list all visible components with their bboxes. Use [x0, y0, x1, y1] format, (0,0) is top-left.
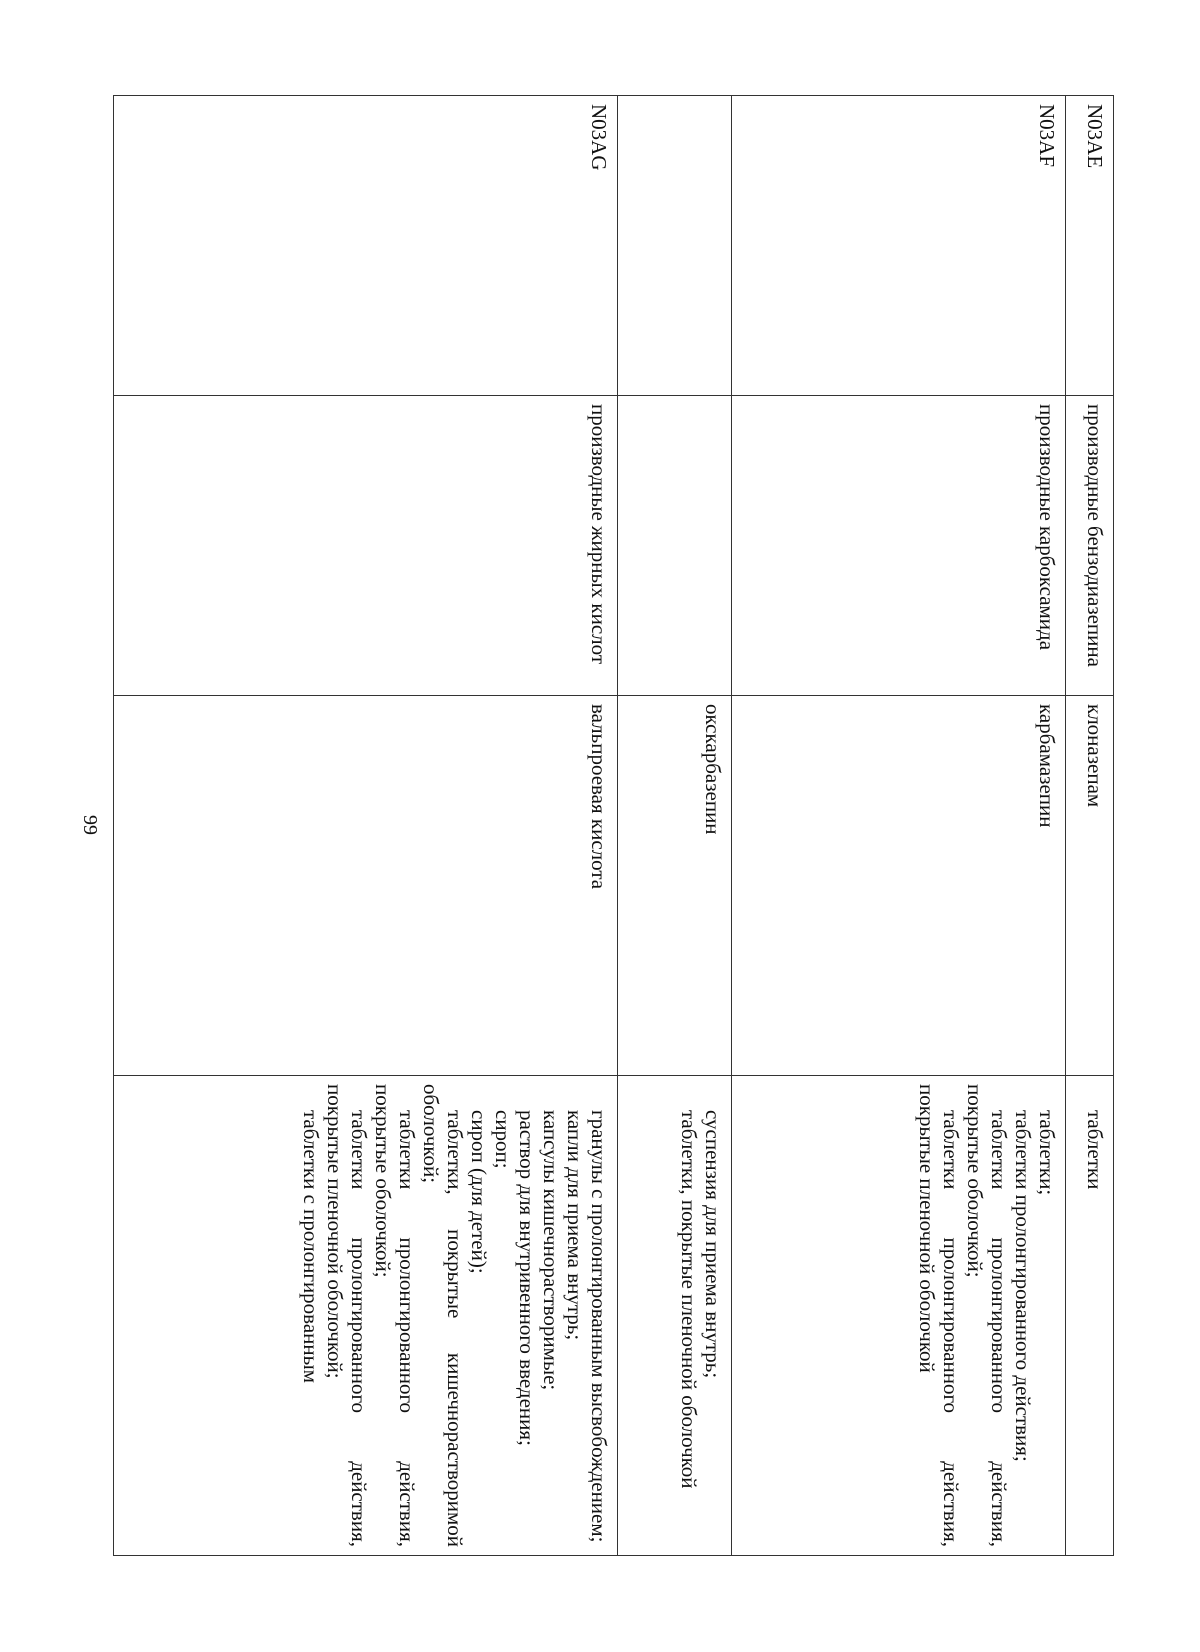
- form-item: таблетки: [1083, 1110, 1107, 1190]
- drug-cell: клоназепам: [1066, 696, 1114, 1076]
- forms-cell: [618, 1076, 732, 1556]
- form-item: таблетки пролонгированного действия, покрытые оболочкой;: [371, 1084, 419, 1547]
- code-cell: [618, 96, 732, 396]
- drug-cell: окскарбазепин: [618, 696, 732, 1076]
- group-cell: [618, 396, 732, 696]
- form-item: таблетки, покрытые кишечнорастворимой оболочкой;: [419, 1084, 467, 1547]
- form-item: гранулы с пролонгированным высвобождением;: [587, 1110, 611, 1543]
- form-item: таблетки пролонгированного действия, покрытые пленочной оболочкой: [915, 1084, 963, 1547]
- code-cell: N03AE: [1066, 96, 1114, 396]
- form-item: таблетки пролонгированного действия, покрытые оболочкой;: [963, 1084, 1011, 1547]
- form-item: сироп (для детей);: [467, 1110, 491, 1274]
- form-item: таблетки с пролонгированным: [299, 1110, 323, 1384]
- group-cell: производные карбоксамида: [732, 396, 1066, 696]
- rotated-table-wrapper: [114, 95, 1114, 1555]
- drug-table: [113, 95, 1114, 1556]
- form-item: раствор для внутривенного введения;: [515, 1110, 539, 1446]
- group-cell: производные жирных кислот: [114, 396, 618, 696]
- table-row: [732, 96, 1066, 1556]
- table-row: [1066, 96, 1114, 1556]
- forms-cell: [1066, 1076, 1114, 1556]
- group-cell: производные бензодиазепина: [1066, 396, 1114, 696]
- forms-cell: [732, 1076, 1066, 1556]
- form-item: суспензия для приема внутрь;: [701, 1110, 725, 1379]
- form-item: таблетки пролонгированного действия;: [1011, 1110, 1035, 1462]
- table-row: [114, 96, 618, 1556]
- form-item: капсулы кишечнорастворимые;: [539, 1110, 563, 1391]
- form-item: таблетки, покрытые пленочной оболочкой: [677, 1110, 701, 1489]
- form-item: таблетки пролонгированного действия, покрытые пленочной оболочкой;: [323, 1084, 371, 1547]
- form-item: таблетки;: [1035, 1110, 1059, 1196]
- drug-cell: вальпроевая кислота: [114, 696, 618, 1076]
- form-item: капли для приема внутрь;: [563, 1110, 587, 1341]
- page-number: 99: [79, 815, 101, 835]
- code-cell: N03AG: [114, 96, 618, 396]
- drug-cell: карбамазепин: [732, 696, 1066, 1076]
- form-item: сироп;: [491, 1110, 515, 1169]
- code-cell: N03AF: [732, 96, 1066, 396]
- forms-cell: [114, 1076, 618, 1556]
- table-row: [618, 96, 732, 1556]
